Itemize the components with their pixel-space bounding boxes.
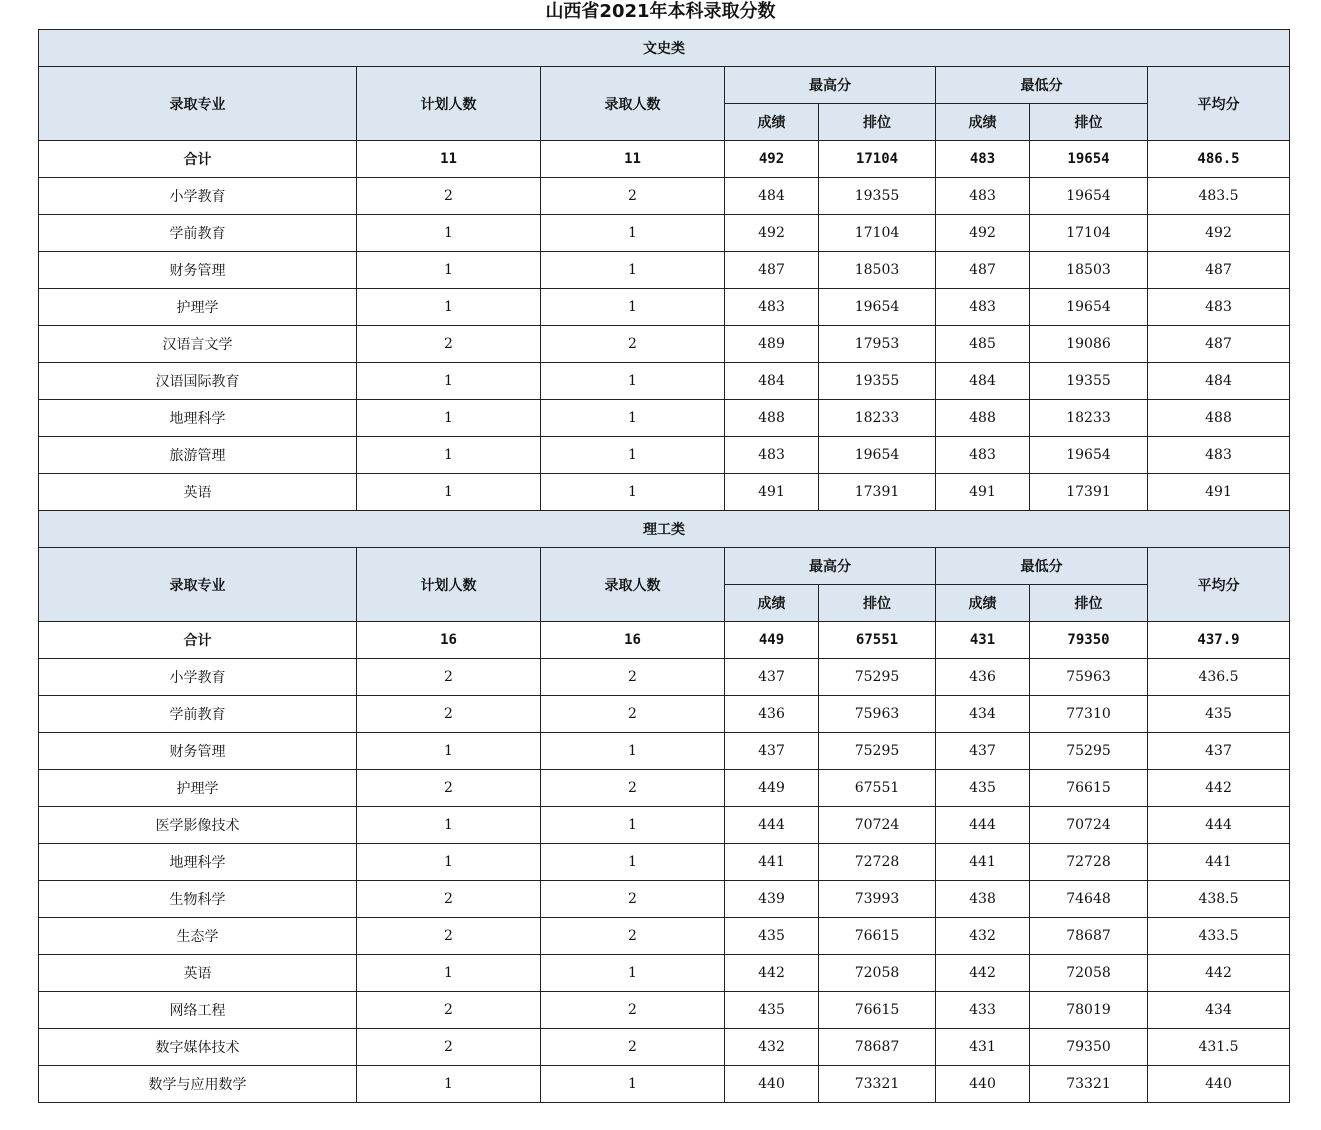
max-score-cell: 435 — [725, 992, 819, 1029]
min-score-cell: 434 — [936, 696, 1030, 733]
table-row — [39, 955, 1290, 992]
max-rank-cell: 70724 — [819, 807, 936, 844]
table-row — [39, 178, 1290, 215]
major-cell: 医学影像技术 — [39, 807, 357, 844]
table-row — [39, 733, 1290, 770]
max-score-cell: 488 — [725, 400, 819, 437]
header-plan: 计划人数 — [357, 67, 541, 141]
header-max-rank: 排位 — [819, 585, 936, 622]
min-score-cell: 491 — [936, 474, 1030, 511]
plan-cell: 2 — [357, 992, 541, 1029]
min-score-cell: 431 — [936, 1029, 1030, 1066]
min-score-cell: 437 — [936, 733, 1030, 770]
plan-cell: 2 — [357, 770, 541, 807]
max-rank-cell: 72058 — [819, 955, 936, 992]
max-rank-cell: 19654 — [819, 437, 936, 474]
min-score-cell: 484 — [936, 363, 1030, 400]
plan-cell: 2 — [357, 918, 541, 955]
max-rank-cell: 76615 — [819, 992, 936, 1029]
table-row — [39, 363, 1290, 400]
min-score-cell: 436 — [936, 659, 1030, 696]
max-score-cell: 437 — [725, 733, 819, 770]
max-score-cell: 444 — [725, 807, 819, 844]
max-score-cell: 484 — [725, 363, 819, 400]
plan-cell: 1 — [357, 252, 541, 289]
header-major: 录取专业 — [39, 548, 357, 622]
min-score-cell: 440 — [936, 1066, 1030, 1103]
section-header-row — [39, 511, 1290, 548]
header-avg: 平均分 — [1148, 548, 1290, 622]
max-score-cell: 483 — [725, 437, 819, 474]
plan-cell: 2 — [357, 881, 541, 918]
min-rank-cell: 19654 — [1030, 178, 1148, 215]
table-row — [39, 289, 1290, 326]
max-score-cell: 489 — [725, 326, 819, 363]
plan-cell: 1 — [357, 955, 541, 992]
admit-cell: 2 — [541, 918, 725, 955]
min-rank-cell: 75963 — [1030, 659, 1148, 696]
major-cell: 地理科学 — [39, 400, 357, 437]
max-score-cell: 491 — [725, 474, 819, 511]
min-rank-cell: 72058 — [1030, 955, 1148, 992]
max-rank-cell: 19355 — [819, 363, 936, 400]
min-rank-cell: 19654 — [1030, 437, 1148, 474]
min-rank-cell: 75295 — [1030, 733, 1148, 770]
header-plan: 计划人数 — [357, 548, 541, 622]
admit-cell: 1 — [541, 474, 725, 511]
total-max-rank-cell: 67551 — [819, 622, 936, 659]
max-rank-cell: 67551 — [819, 770, 936, 807]
min-score-cell: 485 — [936, 326, 1030, 363]
max-rank-cell: 72728 — [819, 844, 936, 881]
plan-cell: 2 — [357, 659, 541, 696]
header-major: 录取专业 — [39, 67, 357, 141]
admit-cell: 1 — [541, 733, 725, 770]
admit-cell: 2 — [541, 881, 725, 918]
plan-cell: 1 — [357, 474, 541, 511]
total-max-rank-cell: 17104 — [819, 141, 936, 178]
min-rank-cell: 78687 — [1030, 918, 1148, 955]
major-cell: 数学与应用数学 — [39, 1066, 357, 1103]
avg-cell: 487 — [1148, 326, 1290, 363]
major-cell: 旅游管理 — [39, 437, 357, 474]
total-min-score-cell: 431 — [936, 622, 1030, 659]
table-row — [39, 807, 1290, 844]
total-plan-cell: 16 — [357, 622, 541, 659]
min-rank-cell: 19355 — [1030, 363, 1148, 400]
avg-cell: 440 — [1148, 1066, 1290, 1103]
plan-cell: 1 — [357, 733, 541, 770]
section-title: 理工类 — [39, 511, 1290, 548]
plan-cell: 2 — [357, 178, 541, 215]
column-header-row — [39, 67, 1290, 104]
total-avg-cell: 486.5 — [1148, 141, 1290, 178]
avg-cell: 488 — [1148, 400, 1290, 437]
major-cell: 英语 — [39, 955, 357, 992]
avg-cell: 441 — [1148, 844, 1290, 881]
major-cell: 学前教育 — [39, 696, 357, 733]
header-max: 最高分 — [725, 67, 936, 104]
min-score-cell: 483 — [936, 289, 1030, 326]
table-row — [39, 992, 1290, 1029]
plan-cell: 1 — [357, 807, 541, 844]
max-rank-cell: 17391 — [819, 474, 936, 511]
max-rank-cell: 76615 — [819, 918, 936, 955]
avg-cell: 444 — [1148, 807, 1290, 844]
total-avg-cell: 437.9 — [1148, 622, 1290, 659]
min-rank-cell: 74648 — [1030, 881, 1148, 918]
header-min-score: 成绩 — [936, 585, 1030, 622]
plan-cell: 2 — [357, 1029, 541, 1066]
min-score-cell: 435 — [936, 770, 1030, 807]
max-rank-cell: 73321 — [819, 1066, 936, 1103]
max-score-cell: 484 — [725, 178, 819, 215]
table-row — [39, 326, 1290, 363]
total-max-score-cell: 449 — [725, 622, 819, 659]
admission-score-table — [38, 29, 1290, 1103]
min-rank-cell: 19086 — [1030, 326, 1148, 363]
min-score-cell: 488 — [936, 400, 1030, 437]
admit-cell: 2 — [541, 770, 725, 807]
max-rank-cell: 75295 — [819, 733, 936, 770]
avg-cell: 442 — [1148, 955, 1290, 992]
max-score-cell: 440 — [725, 1066, 819, 1103]
max-score-cell: 439 — [725, 881, 819, 918]
min-rank-cell: 77310 — [1030, 696, 1148, 733]
min-score-cell: 441 — [936, 844, 1030, 881]
max-rank-cell: 17104 — [819, 215, 936, 252]
avg-cell: 492 — [1148, 215, 1290, 252]
header-min: 最低分 — [936, 548, 1148, 585]
table-row — [39, 252, 1290, 289]
min-score-cell: 487 — [936, 252, 1030, 289]
admit-cell: 1 — [541, 400, 725, 437]
max-score-cell: 487 — [725, 252, 819, 289]
max-rank-cell: 78687 — [819, 1029, 936, 1066]
total-plan-cell: 11 — [357, 141, 541, 178]
admit-cell: 1 — [541, 363, 725, 400]
table-row — [39, 1066, 1290, 1103]
total-row — [39, 622, 1290, 659]
header-min-rank: 排位 — [1030, 104, 1148, 141]
admit-cell: 2 — [541, 178, 725, 215]
max-rank-cell: 75963 — [819, 696, 936, 733]
plan-cell: 1 — [357, 215, 541, 252]
total-admit-cell: 11 — [541, 141, 725, 178]
max-rank-cell: 19654 — [819, 289, 936, 326]
table-row — [39, 881, 1290, 918]
admit-cell: 1 — [541, 252, 725, 289]
min-score-cell: 483 — [936, 178, 1030, 215]
header-min: 最低分 — [936, 67, 1148, 104]
max-score-cell: 483 — [725, 289, 819, 326]
total-min-score-cell: 483 — [936, 141, 1030, 178]
total-major-cell: 合计 — [39, 622, 357, 659]
column-header-row — [39, 548, 1290, 585]
avg-cell: 435 — [1148, 696, 1290, 733]
min-rank-cell: 72728 — [1030, 844, 1148, 881]
table-row — [39, 844, 1290, 881]
min-score-cell: 444 — [936, 807, 1030, 844]
avg-cell: 436.5 — [1148, 659, 1290, 696]
admit-cell: 2 — [541, 696, 725, 733]
major-cell: 财务管理 — [39, 733, 357, 770]
total-min-rank-cell: 79350 — [1030, 622, 1148, 659]
avg-cell: 437 — [1148, 733, 1290, 770]
plan-cell: 1 — [357, 437, 541, 474]
plan-cell: 1 — [357, 363, 541, 400]
plan-cell: 1 — [357, 844, 541, 881]
max-rank-cell: 18233 — [819, 400, 936, 437]
header-max-rank: 排位 — [819, 104, 936, 141]
plan-cell: 1 — [357, 1066, 541, 1103]
min-rank-cell: 76615 — [1030, 770, 1148, 807]
admit-cell: 2 — [541, 1029, 725, 1066]
major-cell: 网络工程 — [39, 992, 357, 1029]
admit-cell: 1 — [541, 289, 725, 326]
avg-cell: 438.5 — [1148, 881, 1290, 918]
total-row — [39, 141, 1290, 178]
min-rank-cell: 78019 — [1030, 992, 1148, 1029]
max-score-cell: 492 — [725, 215, 819, 252]
max-score-cell: 442 — [725, 955, 819, 992]
avg-cell: 483.5 — [1148, 178, 1290, 215]
admit-cell: 2 — [541, 659, 725, 696]
total-max-score-cell: 492 — [725, 141, 819, 178]
max-rank-cell: 19355 — [819, 178, 936, 215]
max-rank-cell: 18503 — [819, 252, 936, 289]
table-row — [39, 437, 1290, 474]
table-row — [39, 474, 1290, 511]
header-avg: 平均分 — [1148, 67, 1290, 141]
header-max: 最高分 — [725, 548, 936, 585]
header-min-score: 成绩 — [936, 104, 1030, 141]
admit-cell: 2 — [541, 326, 725, 363]
avg-cell: 491 — [1148, 474, 1290, 511]
min-score-cell: 483 — [936, 437, 1030, 474]
major-cell: 数字媒体技术 — [39, 1029, 357, 1066]
plan-cell: 2 — [357, 326, 541, 363]
min-score-cell: 438 — [936, 881, 1030, 918]
major-cell: 财务管理 — [39, 252, 357, 289]
max-rank-cell: 75295 — [819, 659, 936, 696]
avg-cell: 431.5 — [1148, 1029, 1290, 1066]
avg-cell: 483 — [1148, 289, 1290, 326]
max-rank-cell: 73993 — [819, 881, 936, 918]
admit-cell: 1 — [541, 215, 725, 252]
max-score-cell: 449 — [725, 770, 819, 807]
table-row — [39, 918, 1290, 955]
min-rank-cell: 17104 — [1030, 215, 1148, 252]
total-admit-cell: 16 — [541, 622, 725, 659]
header-admit: 录取人数 — [541, 548, 725, 622]
major-cell: 小学教育 — [39, 659, 357, 696]
admit-cell: 2 — [541, 992, 725, 1029]
avg-cell: 433.5 — [1148, 918, 1290, 955]
max-score-cell: 437 — [725, 659, 819, 696]
section-title: 文史类 — [39, 30, 1290, 67]
admit-cell: 1 — [541, 1066, 725, 1103]
total-major-cell: 合计 — [39, 141, 357, 178]
major-cell: 护理学 — [39, 770, 357, 807]
admit-cell: 1 — [541, 807, 725, 844]
avg-cell: 483 — [1148, 437, 1290, 474]
table-row — [39, 1029, 1290, 1066]
min-rank-cell: 18503 — [1030, 252, 1148, 289]
major-cell: 汉语国际教育 — [39, 363, 357, 400]
min-rank-cell: 73321 — [1030, 1066, 1148, 1103]
major-cell: 生态学 — [39, 918, 357, 955]
plan-cell: 2 — [357, 696, 541, 733]
avg-cell: 434 — [1148, 992, 1290, 1029]
min-rank-cell: 70724 — [1030, 807, 1148, 844]
plan-cell: 1 — [357, 400, 541, 437]
avg-cell: 484 — [1148, 363, 1290, 400]
max-score-cell: 432 — [725, 1029, 819, 1066]
avg-cell: 487 — [1148, 252, 1290, 289]
table-row — [39, 215, 1290, 252]
admit-cell: 1 — [541, 955, 725, 992]
total-min-rank-cell: 19654 — [1030, 141, 1148, 178]
header-admit: 录取人数 — [541, 67, 725, 141]
table-row — [39, 770, 1290, 807]
major-cell: 英语 — [39, 474, 357, 511]
plan-cell: 1 — [357, 289, 541, 326]
header-max-score: 成绩 — [725, 585, 819, 622]
min-score-cell: 432 — [936, 918, 1030, 955]
header-max-score: 成绩 — [725, 104, 819, 141]
major-cell: 学前教育 — [39, 215, 357, 252]
major-cell: 生物科学 — [39, 881, 357, 918]
major-cell: 地理科学 — [39, 844, 357, 881]
table-row — [39, 659, 1290, 696]
min-score-cell: 492 — [936, 215, 1030, 252]
max-score-cell: 441 — [725, 844, 819, 881]
admit-cell: 1 — [541, 437, 725, 474]
max-score-cell: 435 — [725, 918, 819, 955]
max-rank-cell: 17953 — [819, 326, 936, 363]
table-row — [39, 696, 1290, 733]
min-rank-cell: 17391 — [1030, 474, 1148, 511]
section-header-row — [39, 30, 1290, 67]
admit-cell: 1 — [541, 844, 725, 881]
min-rank-cell: 18233 — [1030, 400, 1148, 437]
table-body — [39, 30, 1290, 1103]
header-min-rank: 排位 — [1030, 585, 1148, 622]
major-cell: 小学教育 — [39, 178, 357, 215]
min-rank-cell: 19654 — [1030, 289, 1148, 326]
avg-cell: 442 — [1148, 770, 1290, 807]
min-rank-cell: 79350 — [1030, 1029, 1148, 1066]
major-cell: 护理学 — [39, 289, 357, 326]
table-row — [39, 400, 1290, 437]
max-score-cell: 436 — [725, 696, 819, 733]
min-score-cell: 442 — [936, 955, 1030, 992]
major-cell: 汉语言文学 — [39, 326, 357, 363]
min-score-cell: 433 — [936, 992, 1030, 1029]
page-title: 山西省2021年本科录取分数 — [545, 1, 776, 22]
